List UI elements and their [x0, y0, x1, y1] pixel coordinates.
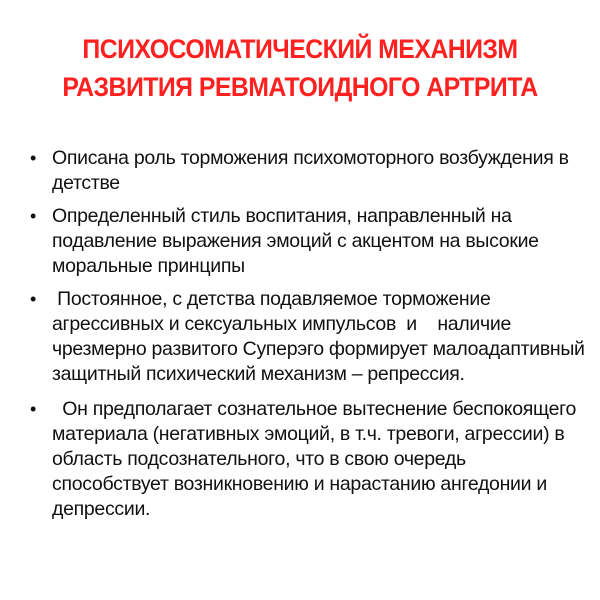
bullet-text: Описана роль торможения психомоторного возбуждения в детстве [52, 147, 569, 194]
slide-title-line-1: ПСИХОСОМАТИЧЕСКИЙ МЕХАНИЗМ [82, 34, 518, 64]
bullet-text: Постоянное, с детства подавляемое торможение агрессивных и сексуальных импульсов и наличие чрезмерно развитого Суперэго формирует малоадаптивный защитный психический механизм – репрессия. [52, 288, 590, 385]
bullet-item [26, 397, 586, 522]
bullet-dot-icon: • [30, 289, 37, 309]
bullet-item [26, 146, 586, 196]
bullet-item [26, 287, 590, 387]
bullet-item [26, 204, 586, 279]
bullet-dot-icon: • [30, 148, 37, 168]
bullet-text: Он предполагает сознательное вытеснение беспокоящего материала (негативных эмоций, в т.ч. тревоги, агрессии) в область подсознательного, что в свою очередь способствует возникновению и нарастанию ангедонии и депрессии. [52, 398, 582, 520]
slide-title-line-2: РАЗВИТИЯ РЕВМАТОИДНОГО АРТРИТА [62, 72, 538, 102]
slide-title [42, 30, 557, 106]
bullet-text: Определенный стиль воспитания, направленный на подавление выражения эмоций с акцентом на высокие моральные принципы [52, 205, 539, 277]
bullet-list [26, 146, 590, 530]
bullet-dot-icon: • [30, 399, 37, 419]
bullet-dot-icon: • [30, 206, 37, 226]
